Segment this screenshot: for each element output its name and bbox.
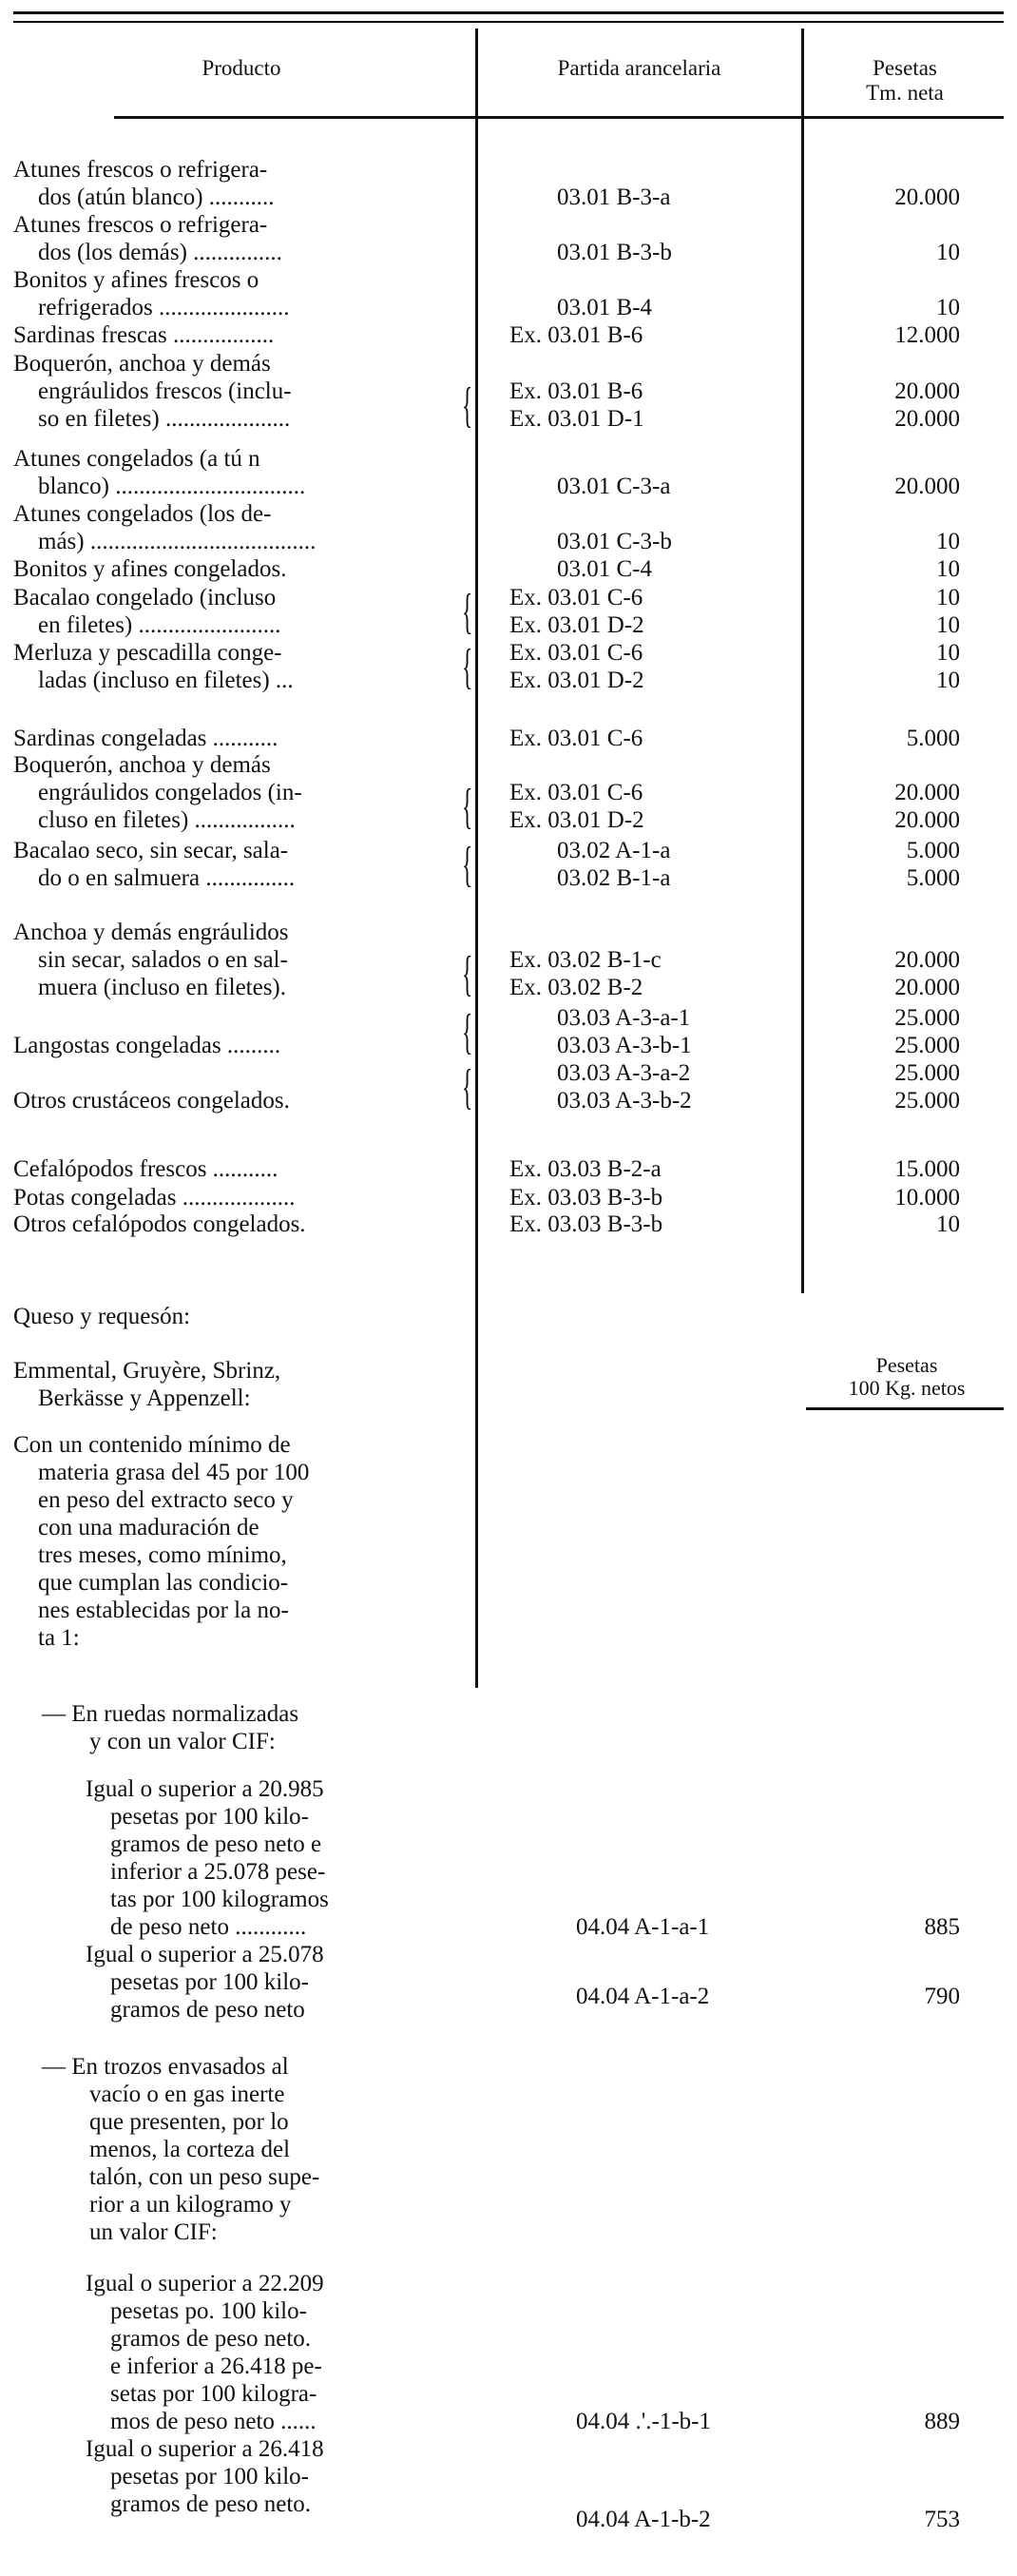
product-line: engráulidos frescos (inclu- (38, 378, 292, 404)
tariff-code: Ex. 03.03 B-3-b (509, 1211, 663, 1237)
cheese-line: Igual o superior a 22.209 (86, 2271, 324, 2296)
product-line: cluso en filetes) ................. (38, 807, 296, 833)
pesetas-value: 25.000 (894, 1033, 960, 1058)
cheese-line: nes establecidas por la no- (38, 1598, 289, 1623)
cheese-line: pesetas por 100 kilo- (110, 1804, 309, 1830)
pesetas-value: 10.000 (894, 1185, 960, 1211)
header-product: Producto (201, 56, 281, 80)
cheese-line: gramos de peso neto (110, 1997, 305, 2023)
tariff-code: 03.03 A-3-a-2 (557, 1060, 691, 1086)
cheese-line: Con un contenido mínimo de (13, 1432, 291, 1458)
product-line: Sardinas frescas ................. (13, 322, 275, 348)
cheese-line: pesetas por 100 kilo- (110, 1969, 309, 1995)
product-line: Bonitos y afines congelados. (13, 556, 287, 582)
pesetas-value: 5.000 (906, 865, 960, 891)
pesetas-value: 10 (936, 612, 960, 638)
product-line: Atunes congelados (a tú n (13, 446, 260, 472)
cheese-line: Igual o superior a 20.985 (86, 1776, 324, 1802)
cheese-line: en peso del extracto seco y (38, 1487, 294, 1513)
product-line: más) ...................................... (38, 529, 317, 554)
pesetas-value: 5.000 (906, 838, 960, 863)
brace-mark: { (462, 640, 473, 694)
tariff-code: Ex. 03.01 B-6 (509, 378, 643, 404)
cheese-line: gramos de peso neto. (110, 2326, 312, 2352)
tariff-code: Ex. 03.02 B-2 (509, 975, 643, 1000)
product-line: Otros crustáceos congelados. (13, 1088, 290, 1114)
pesetas-value: 20.000 (894, 780, 960, 805)
pesetas-value: 885 (924, 1914, 960, 1940)
product-line: Bacalao seco, sin secar, sala- (13, 838, 289, 863)
pesetas-value: 10 (936, 585, 960, 610)
product-line: Atunes frescos o refrigera- (13, 157, 268, 183)
pesetas-value: 10 (936, 556, 960, 582)
product-line: refrigerados ...................... (38, 295, 290, 320)
product-line: Cefalópodos frescos ........... (13, 1156, 278, 1182)
cheese-line: y con un valor CIF: (89, 1729, 276, 1754)
pesetas-value: 10 (936, 640, 960, 666)
pesetas-value: 20.000 (894, 975, 960, 1000)
cheese-line: gramos de peso neto. (110, 2491, 312, 2517)
pesetas-value: 20.000 (894, 807, 960, 833)
header-rule (114, 116, 1004, 119)
cheese-line: rior a un kilogramo y (89, 2192, 292, 2218)
tariff-code: 03.01 C-3-a (557, 474, 671, 499)
pesetas-value: 790 (924, 1984, 960, 2009)
cheese-line: con una maduración de (38, 1515, 259, 1540)
pesetas-value: 20.000 (894, 406, 960, 432)
pesetas-value: 25.000 (894, 1005, 960, 1031)
brace-mark: { (462, 780, 473, 834)
product-line: muera (incluso en filetes). (38, 975, 287, 1000)
cheese-line: Igual o superior a 26.418 (86, 2436, 324, 2462)
tariff-code: Ex. 03.01 C-6 (509, 640, 643, 666)
tariff-code: 03.01 B-3-a (557, 184, 671, 210)
pesetas-value: 20.000 (894, 474, 960, 499)
cheese-line: que cumplan las condicio- (38, 1570, 289, 1596)
tariff-code: 03.02 A-1-a (557, 838, 671, 863)
pesetas-value: 15.000 (894, 1156, 960, 1182)
cheese-line: gramos de peso neto e (110, 1831, 322, 1857)
product-line: Merluza y pescadilla conge- (13, 640, 282, 666)
cheese-subheader-2: 100 Kg. netos (848, 1376, 966, 1400)
product-line: Boquerón, anchoa y demás (13, 351, 271, 377)
product-line: ladas (incluso en filetes) ... (38, 668, 294, 693)
pesetas-value: 753 (924, 2507, 960, 2532)
cheese-line: tres meses, como mínimo, (38, 1542, 287, 1568)
product-line: engráulidos congelados (in- (38, 780, 302, 805)
pesetas-value: 25.000 (894, 1060, 960, 1086)
product-line: Atunes congelados (los de- (13, 501, 272, 527)
tariff-code: 04.04 A-1-a-2 (576, 1984, 710, 2009)
product-line: blanco) ................................ (38, 474, 306, 499)
product-line: Anchoa y demás engráulidos (13, 920, 289, 945)
tariff-code: Ex. 03.01 C-6 (509, 780, 643, 805)
cheese-line: — En ruedas normalizadas (42, 1701, 299, 1727)
brace-mark: { (462, 1060, 473, 1114)
top-rule-2 (13, 21, 1004, 23)
product-line: dos (atún blanco) ........... (38, 184, 275, 210)
tariff-code: Ex. 03.01 D-2 (509, 668, 644, 693)
header-partida: Partida arancelaria (557, 56, 721, 80)
cheese-line: mos de peso neto ...... (110, 2409, 317, 2434)
tariff-code: 04.04 A-1-a-1 (576, 1914, 710, 1940)
pesetas-value: 889 (924, 2409, 960, 2434)
tariff-code: Ex. 03.02 B-1-c (509, 947, 662, 973)
tariff-code: Ex. 03.03 B-2-a (509, 1156, 662, 1182)
tariff-code: Ex. 03.01 C-6 (509, 726, 643, 751)
cheese-line: un valor CIF: (89, 2219, 218, 2245)
tariff-code: Ex. 03.01 C-6 (509, 585, 643, 610)
cheese-line: tas por 100 kilogramos (110, 1887, 329, 1912)
cheese-line: talón, con un peso supe- (89, 2164, 320, 2190)
pesetas-value: 12.000 (894, 322, 960, 348)
pesetas-value: 10 (936, 295, 960, 320)
pesetas-value: 20.000 (894, 378, 960, 404)
brace-mark: { (462, 838, 473, 892)
cheese-line: Emmental, Gruyère, Sbrinz, (13, 1358, 281, 1384)
product-line: Bacalao congelado (incluso (13, 585, 277, 610)
product-line: en filetes) ........................ (38, 612, 281, 638)
column-divider-1 (475, 29, 478, 1688)
tariff-code: 04.04 .'.-1-b-1 (576, 2409, 711, 2434)
pesetas-value: 10 (936, 529, 960, 554)
column-divider-2 (801, 29, 804, 1293)
tariff-code: 03.03 A-3-a-1 (557, 1005, 691, 1031)
product-line: sin secar, salados o en sal- (38, 947, 288, 973)
product-line: Potas congeladas ................... (13, 1185, 296, 1211)
brace-mark: { (462, 1005, 473, 1059)
product-line: dos (los demás) ............... (38, 240, 282, 265)
top-rule-1 (13, 11, 1004, 14)
product-line: Sardinas congeladas ........... (13, 726, 278, 751)
cheese-line: vacío o en gas inerte (89, 2082, 285, 2107)
pesetas-value: 25.000 (894, 1088, 960, 1114)
tariff-code: 03.01 C-4 (557, 556, 652, 582)
cheese-line: pesetas por 100 kilo- (110, 2464, 309, 2489)
tariff-code: 03.01 B-4 (557, 295, 652, 320)
cheese-line: Igual o superior a 25.078 (86, 1942, 324, 1967)
cheese-line: pesetas po. 100 kilo- (110, 2298, 307, 2324)
tariff-code: 03.03 A-3-b-1 (557, 1033, 692, 1058)
product-line: do o en salmuera ............... (38, 865, 296, 891)
pesetas-value: 20.000 (894, 184, 960, 210)
cheese-line: e inferior a 26.418 pe- (110, 2353, 322, 2379)
pesetas-value: 5.000 (906, 726, 960, 751)
cheese-line: inferior a 25.078 pese- (110, 1859, 326, 1885)
tariff-code: Ex. 03.03 B-3-b (509, 1185, 663, 1211)
cheese-line: ta 1: (38, 1625, 80, 1651)
product-line: Bonitos y afines frescos o (13, 267, 259, 293)
header-pesetas-1: Pesetas (873, 56, 937, 80)
brace-mark: { (462, 585, 473, 639)
cheese-line: de peso neto ............ (110, 1914, 307, 1940)
brace-mark: { (462, 378, 473, 433)
product-line: Langostas congeladas ......... (13, 1033, 281, 1058)
cheese-line: que presenten, por lo (89, 2109, 289, 2135)
tariff-code: 04.04 A-1-b-2 (576, 2507, 711, 2532)
brace-mark: { (462, 947, 473, 1001)
tariff-code: 03.03 A-3-b-2 (557, 1088, 692, 1114)
tariff-code: 03.01 B-3-b (557, 240, 672, 265)
cheese-line: setas por 100 kilogra- (110, 2381, 317, 2407)
tariff-code: Ex. 03.01 D-1 (509, 406, 644, 432)
pesetas-value: 10 (936, 240, 960, 265)
tariff-code: 03.01 C-3-b (557, 529, 672, 554)
cheese-line: materia grasa del 45 por 100 (38, 1460, 310, 1485)
pesetas-value: 10 (936, 1211, 960, 1237)
product-line: Atunes frescos o refrigera- (13, 212, 268, 238)
tariff-code: 03.02 B-1-a (557, 865, 671, 891)
product-line: so en filetes) ..................... (38, 406, 291, 432)
pesetas-value: 20.000 (894, 947, 960, 973)
cheese-line: — En trozos envasados al (42, 2054, 289, 2080)
tariff-code: Ex. 03.01 B-6 (509, 322, 643, 348)
cheese-title: Queso y requesón: (13, 1304, 191, 1329)
product-line: Otros cefalópodos congelados. (13, 1211, 306, 1237)
cheese-subheader-rule (806, 1407, 1004, 1410)
tariff-code: Ex. 03.01 D-2 (509, 612, 644, 638)
tariff-code: Ex. 03.01 D-2 (509, 807, 644, 833)
product-line: Boquerón, anchoa y demás (13, 752, 271, 778)
cheese-line: Berkässe y Appenzell: (38, 1385, 251, 1411)
pesetas-value: 10 (936, 668, 960, 693)
header-pesetas-2: Tm. neta (866, 81, 944, 105)
cheese-line: menos, la corteza del (89, 2137, 291, 2162)
cheese-subheader-1: Pesetas (875, 1353, 938, 1377)
